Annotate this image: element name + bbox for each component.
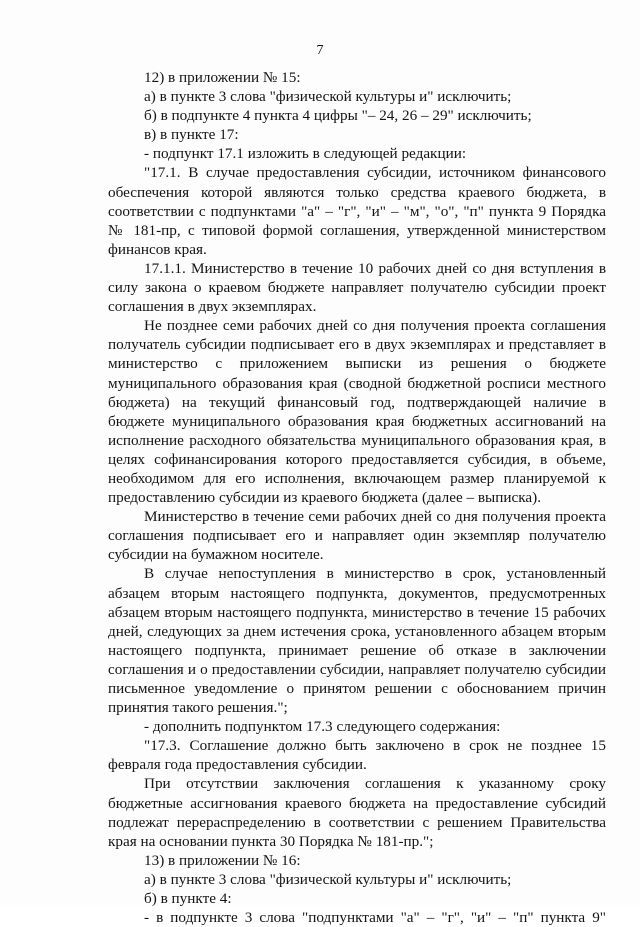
paragraph: - в подпункте 3 слова "подпунктами "а" – "г", "и" – "п" пункта 9" [144,909,606,927]
paragraph: При отсутствии заключения соглашения к указанному сроку бюджетные ассигнования краевого бюджета на предоставление субсидий подлежат перераспределению в соответствии с решением Правительства края на основании пункта 30 Порядка № 181-пр."; [108,775,606,850]
paragraph: а) в пункте 3 слова "физической культуры и" исключить; [144,870,512,888]
paragraph: 17.1.1. Министерство в течение 10 рабочих дней со дня вступления в силу закона о краевом бюджете направляет получателю субсидии проект соглашения в двух экземплярах. [108,259,606,316]
paragraph: в) в пункте 17: [144,126,239,144]
paragraph: - подпункт 17.1 изложить в следующей редакции: [144,145,467,163]
paragraph: а) в пункте 3 слова "физической культуры и" исключить; [144,88,512,106]
paragraph: 13) в приложении № 16: [144,851,301,869]
page-number: 7 [316,43,324,58]
paragraph: 12) в приложении № 15: [144,69,301,86]
paragraph: Не позднее семи рабочих дней со дня получения проекта соглашения получатель субсидии подписывает его в двух экземплярах и представляет в министерство с приложением выписки из решения о бюджете муниципального образования края (сводной бюджетной росписи местного бюджета) на текущий финансовый год, подтверждающей наличие в бюджете муниципального образования края бюджетных ассигнований на исполнение расходного обязательства муниципального образования края, в целях софинансирования которого предоставляется субсидия, в объеме, необходимом для его исполнения, включающем размер планируемой к предоставлению субсидии из краевого бюджета (далее – выписка). [108,317,606,507]
paragraph: б) в пункте 4: [144,890,232,908]
paragraph: Министерство в течение семи рабочих дней со дня получения проекта соглашения подписывает его и направляет один экземпляр получателю субсидии на бумажном носителе. [108,508,606,564]
paragraph: В случае непоступления в министерство в срок, установленный абзацем вторым настоящего подпункта, документов, предусмотренных абзацем вторым настоящего подпункта, министерство в течение 15 рабочих дней, следующих за днем истечения срока, установленного абзацем вторым настоящего подпункта, принимает решение об отказе в заключении соглашения и о предоставлении субсидии, направляет получателю субсидии письменное уведомление о принятом решении с обоснованием причин принятия такого решения."; [108,565,606,717]
paragraph: "17.3. Соглашение должно быть заключено в срок не позднее 15 февраля года предоставления субсидии. [108,737,606,774]
paragraph: - дополнить подпунктом 17.3 следующего содержания: [144,718,501,736]
paragraph: б) в подпункте 4 пункта 4 цифры "– 24, 26 – 29" исключить; [144,107,532,125]
paragraph: "17.1. В случае предоставления субсидии, источником финансового обеспечения которой являются только средства краевого бюджета, в соответствии с подпунктами "а" – "г", "и" – "м", "о", "п" пункта 9 Порядка № 181-пр, с типовой формой соглашения, утвержденной министерством финансов края. [108,164,606,258]
document-body [108,68,606,927]
